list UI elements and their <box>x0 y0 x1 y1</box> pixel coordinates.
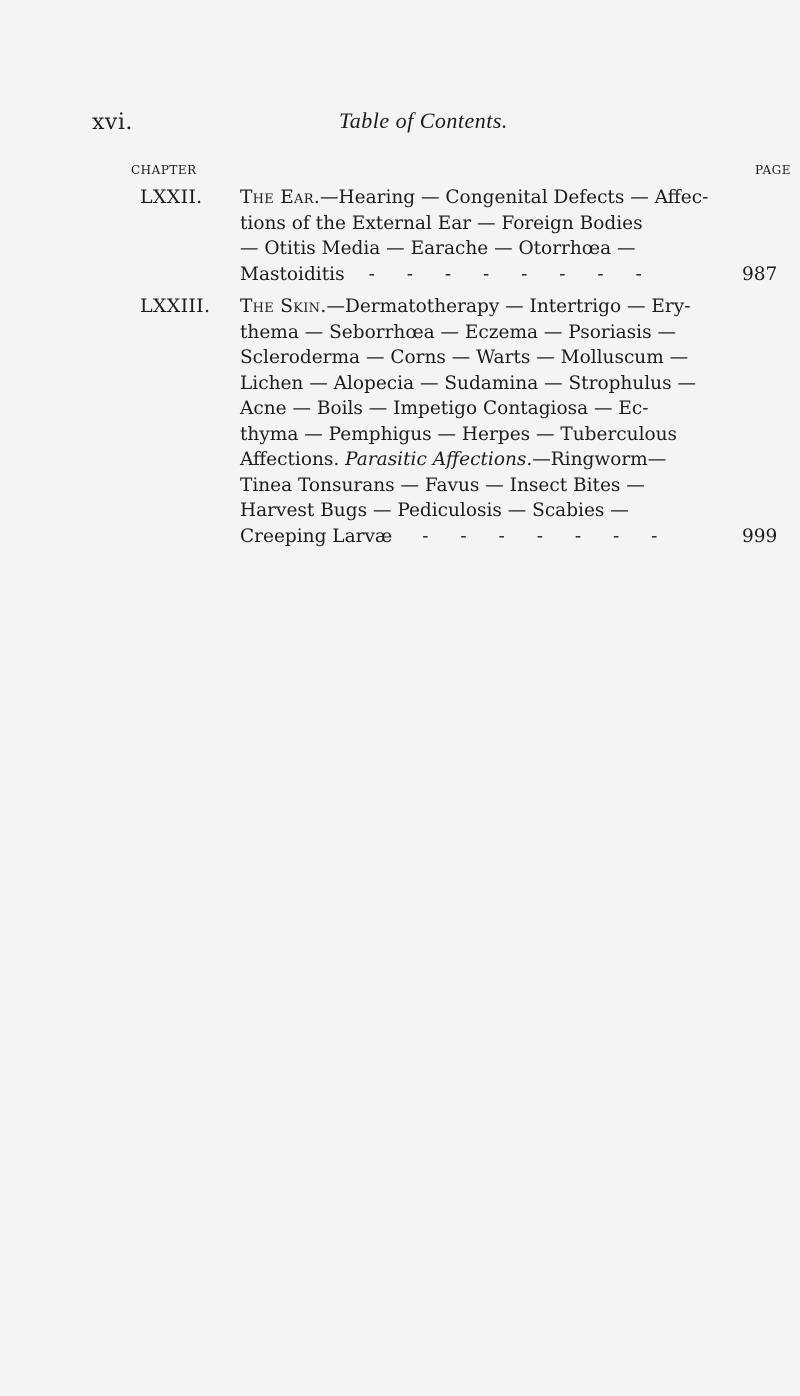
description-line: The Ear.—Hearing — Congenital Defects — Affec- <box>240 187 709 208</box>
dot-leader: - - - - - - - <box>422 525 671 547</box>
description-line: thema — Seborrhœa — Eczema — Psoriasis — <box>240 321 676 343</box>
chapter-heading: The Ear. <box>240 187 321 208</box>
page-reference: 987 <box>742 263 778 285</box>
description-line: The Skin.—Dermatotherapy — Intertrigo — Ery- <box>240 296 691 317</box>
chapter-number: LXXII. <box>140 186 203 208</box>
description-line: Harvest Bugs — Pediculosis — Scabies — <box>240 500 629 521</box>
description-line: Tinea Tonsurans — Favus — Insect Bites — <box>240 474 645 496</box>
description-line: Mastoiditis - - - - - - - - <box>240 262 740 288</box>
description-line: Creeping Larvæ - - - - - - - <box>240 524 740 550</box>
chapter-heading: The Skin. <box>240 296 327 317</box>
chapter-column-heading: CHAPTER <box>131 163 197 177</box>
description-line: Scleroderma — Corns — Warts — Molluscum — <box>240 347 689 368</box>
description-line: tions of the External Ear — Foreign Bodies <box>240 212 643 234</box>
chapter-number: LXXIII. <box>140 295 211 317</box>
page-folio: xvi. <box>92 110 133 135</box>
description-line: thyma — Pemphigus — Herpes — Tuberculous <box>240 423 678 445</box>
chapter-description <box>240 294 740 549</box>
description-line: Lichen — Alopecia — Sudamina — Strophulus — <box>240 372 696 394</box>
dot-leader: - - - - - - - - <box>368 263 655 285</box>
description-line: Affections. Parasitic Affections.—Ringworm— <box>240 449 667 470</box>
page-reference: 999 <box>742 525 778 547</box>
parasitic-affections-subheading: Parasitic Affections. <box>345 449 533 470</box>
description-line: — Otitis Media — Earache — Otorrhœa — <box>240 238 636 259</box>
chapter-description <box>240 185 740 287</box>
description-line: Acne — Boils — Impetigo Contagiosa — Ec- <box>240 398 649 419</box>
page-column-heading: PAGE <box>755 163 791 177</box>
running-title: Table of Contents. <box>339 108 508 133</box>
